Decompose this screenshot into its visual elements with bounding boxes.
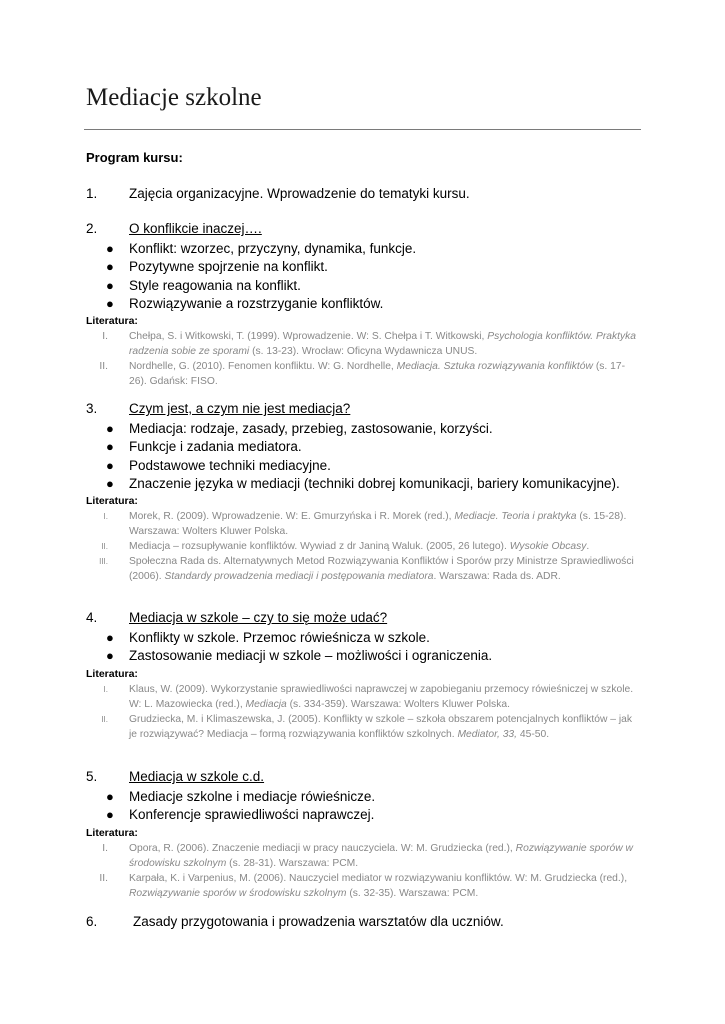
list-item: ● Konferencje sprawiedliwości naprawczej. xyxy=(106,807,375,823)
section-title: O konflikcie inaczej…. xyxy=(129,221,262,236)
bullet-icon: ● xyxy=(106,295,114,311)
reference-number: I. xyxy=(102,331,108,343)
section-6 xyxy=(0,914,725,934)
reference-item: II. Karpała, K. i Varpenius, M. (2006). Nauczyciel mediator w rozwiązywaniu konfliktów. W: M. Grudziecka (red.), Rozwiązywanie sporów w środowisku szkolnym (s. 32-35). Warszawa: PCM. xyxy=(99,872,628,899)
reference-number: II. xyxy=(101,714,108,724)
section-title: Czym jest, a czym nie jest mediacja? xyxy=(129,401,351,416)
topic-list xyxy=(0,630,725,667)
reference-number: III. xyxy=(99,557,108,567)
list-item: ● Konflikt: wzorzec, przyczyny, dynamika, funkcje. xyxy=(106,241,417,256)
reference-item: I. Chełpa, S. i Witkowski, T. (1999). Wprowadzenie. W: S. Chełpa i T. Witkowski, Psychologia konfliktów. Praktyka radzenia sobie ze sporami (s. 13-23). Wrocław: Oficyna Wydawnicza UNUS. xyxy=(102,331,637,358)
section-number: 6. xyxy=(86,914,98,929)
list-item: ● Zastosowanie mediacji w szkole – możliwości i ograniczenia. xyxy=(106,648,493,664)
section-number: 3. xyxy=(86,401,98,416)
list-item: ● Konflikty w szkole. Przemoc rówieśnicza w szkole. xyxy=(106,630,430,645)
list-item: ● Znaczenie języka w mediacji (techniki dobrej komunikacji, bariery komunikacyjne). xyxy=(106,475,620,491)
bullet-icon: ● xyxy=(106,475,114,491)
section-title: Mediacja w szkole c.d. xyxy=(129,769,265,784)
reference-number: II. xyxy=(101,542,108,552)
literature-label: Literatura: xyxy=(86,495,138,508)
list-item: ● Mediacja: rodzaje, zasady, przebieg, zastosowanie, korzyści. xyxy=(106,421,493,436)
list-item: ● Style reagowania na konflikt. xyxy=(106,277,301,293)
program-heading: Program kursu: xyxy=(86,150,183,165)
page-title: Mediacje szkolne xyxy=(86,84,262,111)
section-number: 5. xyxy=(86,769,98,784)
bullet-icon: ● xyxy=(106,439,114,455)
section-2 xyxy=(0,221,725,389)
section-title: Mediacja w szkole – czy to się może udać? xyxy=(129,610,388,625)
reference-item: II. Nordhelle, G. (2010). Fenomen konfliktu. W: G. Nordhelle, Mediacja. Sztuka rozwiązywania konfliktów (s. 17-26). Gdańsk: FISO. xyxy=(99,361,625,388)
bullet-icon: ● xyxy=(106,789,114,804)
literature-label: Literatura: xyxy=(86,826,138,839)
bullet-icon: ● xyxy=(106,259,114,275)
bullet-icon: ● xyxy=(106,648,114,664)
section-number: 4. xyxy=(86,610,98,625)
list-item: ● Funkcje i zadania mediatora. xyxy=(106,439,302,455)
title-divider xyxy=(84,129,641,130)
section-number: 1. xyxy=(86,186,98,201)
bullet-icon: ● xyxy=(106,241,114,256)
literature-label: Literatura: xyxy=(86,315,138,328)
bullet-icon: ● xyxy=(106,277,114,293)
topic-list xyxy=(0,789,725,826)
reference-number: I. xyxy=(103,684,108,694)
reference-item: II. Grudziecka, M. i Klimaszewska, J. (2005). Konflikty w szkole – szkoła obszarem potencjalnych konfliktów – jak je rozwiązywać? Mediacja – formą rozwiązywania konfliktów szkolnych. Mediator, 33, 45-50. xyxy=(101,713,633,740)
section-number: 2. xyxy=(86,221,98,236)
bullet-icon: ● xyxy=(106,630,114,645)
section-1 xyxy=(0,186,725,206)
reference-item: II. Mediacja – rozsupływanie konfliktów. Wywiad z dr Janiną Waluk. (2005, 26 lutego). Wysokie Obcasy. xyxy=(101,541,590,553)
section-3 xyxy=(0,401,725,584)
reference-number: II. xyxy=(99,361,108,373)
reference-number: I. xyxy=(102,842,108,854)
topic-list xyxy=(0,241,725,314)
section-title: Zajęcia organizacyjne. Wprowadzenie do tematyki kursu. xyxy=(129,186,470,201)
reference-item: III. Społeczna Rada ds. Alternatywnych Metod Rozwiązywania Konfliktów i Sporów przy Ministrze Sprawiedliwości (2006). Standardy prowadzenia mediacji i postępowania mediatora. Warszawa: Rada ds. ADR. xyxy=(99,556,634,583)
reference-item: I. Morek, R. (2009). Wprowadzenie. W: E. Gmurzyńska i R. Morek (red.), Mediacje. Teoria i praktyka (s. 15-28). Warszawa: Wolters Kluwer Polska. xyxy=(103,511,627,538)
list-item: ● Rozwiązywanie a rozstrzyganie konfliktów. xyxy=(106,295,384,311)
section-5 xyxy=(0,769,725,901)
bullet-icon: ● xyxy=(106,807,114,823)
literature-label: Literatura: xyxy=(86,667,138,680)
bullet-icon: ● xyxy=(106,457,114,473)
section-4 xyxy=(0,610,725,742)
list-item: ● Mediacje szkolne i mediacje rówieśnicze. xyxy=(106,789,376,804)
reference-number: II. xyxy=(99,872,108,884)
section-title: Zasady przygotowania i prowadzenia warsztatów dla uczniów. xyxy=(133,914,504,929)
bullet-icon: ● xyxy=(106,421,114,436)
reference-item: I. Opora, R. (2006). Znaczenie mediacji w pracy nauczyciela. W: M. Grudziecka (red.), Rozwiązywanie sporów w środowisku szkolnym (s. 28-31). Warszawa: PCM. xyxy=(102,842,633,869)
reference-number: I. xyxy=(103,512,108,522)
list-item: ● Pozytywne spojrzenie na konflikt. xyxy=(106,259,328,275)
topic-list xyxy=(0,421,725,494)
list-item: ● Podstawowe techniki mediacyjne. xyxy=(106,457,331,473)
reference-item: I. Klaus, W. (2009). Wykorzystanie sprawiedliwości naprawczej w zapobieganiu przemocy rówieśniczej w szkole. W: L. Mazowiecka (red.), Mediacja (s. 334-359). Warszawa: Wolters Kluwer Polska. xyxy=(103,683,634,710)
